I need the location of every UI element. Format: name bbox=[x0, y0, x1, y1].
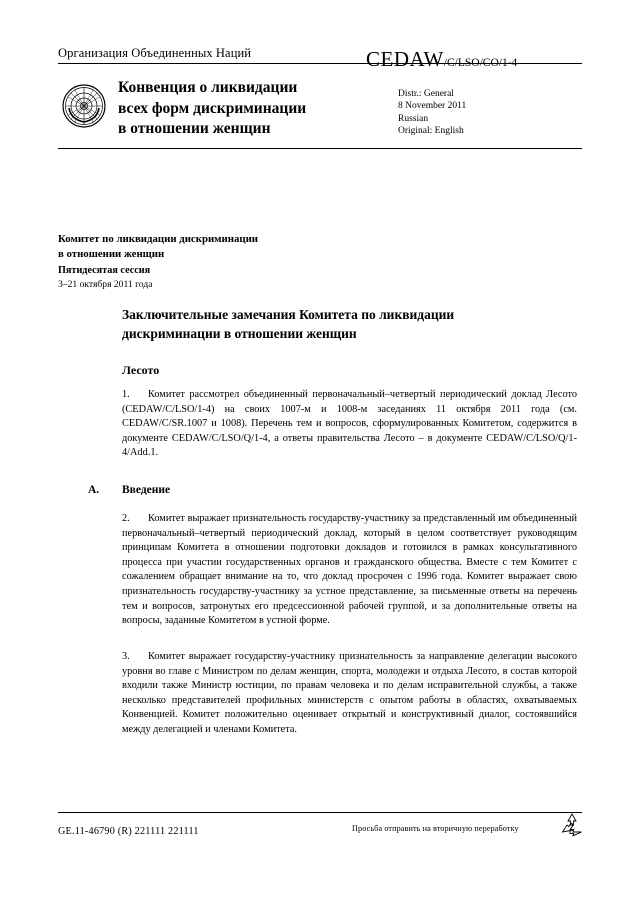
committee-name-line-2: в отношении женщин bbox=[58, 247, 165, 260]
organization-name: Организация Объединенных Наций bbox=[58, 46, 252, 60]
footer-recycle-note: Просьба отправить на вторичную переработку bbox=[352, 824, 519, 833]
distr-line-3: Russian bbox=[398, 113, 429, 124]
convention-title-line-3: в отношении женщин bbox=[118, 120, 271, 137]
committee-session: Пятидесятая сессия bbox=[58, 265, 151, 276]
document-symbol-main: CEDAW bbox=[366, 47, 444, 71]
page-title bbox=[122, 305, 577, 343]
convention-title-line-1: Конвенция о ликвидации bbox=[118, 79, 298, 96]
distr-line-2: 8 November 2011 bbox=[398, 101, 467, 112]
page-title-line-2: дискриминации в отношении женщин bbox=[122, 326, 357, 341]
paragraph-1-text: Комитет рассмотрел объединенный первоначальный–четвертый периодический доклад Лесото (CEDAW/C/LSO/1-4) на своих 1007-м и 1008-м заседаниях 11 октября 2011 года (см. CEDAW/C/SR.1007 и 1008). Перечень тем и вопросов, сформулированных Комитетом, содержится в документе CEDAW/C/LSO/Q/1-4, а ответы правительства Лесото – в документе CEDAW/C/LSO/Q/1-4/Add.1. bbox=[122, 389, 577, 459]
footer-divider bbox=[58, 812, 582, 813]
paragraph-3-text: Комитет выражает государству-участнику признательность за направление делегации высокого уровня во главе с Министром по делам женщин, спорта, молодежи и отдыха Лесото, в состав которой входили также Министр юстиции, по правам человека и по делам исправительной службы, а также несколько представителей профильных министерств с опытом работы в областях, охватываемых Конвенцией. Комитет положительно оценивает открытый и конструктивный диалог, состоявшийся между делегацией и членами Комитета. bbox=[122, 651, 577, 735]
paragraph-2-text: Комитет выражает признательность государству-участнику за представленный им объединенный первоначальный–четвертый периодический доклад, который в целом соответствует руководящим принципам Комитета в отношении подготовки докладов и готовился в рамках консультативного процесса при участии государственных органов и гражданского общества. Вместе с тем Комитет с сожалением обращает внимание на то, что доклад просрочен с 1996 года. Комитет выражает свою признательность государству-участнику за устное представление, за письменные ответы на перечень тем и вопросов, затронутых его предсессионной рабочей группой, и за дополнительные ответы на вопросы, заданные Комитетом в устной форме. bbox=[122, 513, 577, 627]
committee-block bbox=[58, 232, 458, 291]
convention-title bbox=[118, 78, 368, 140]
committee-dates: 3–21 октября 2011 года bbox=[58, 279, 153, 290]
paragraph-2-number: 2. bbox=[122, 513, 130, 524]
paragraph-1 bbox=[122, 388, 577, 461]
country-heading: Лесото bbox=[122, 363, 160, 377]
header-divider-bottom bbox=[58, 148, 582, 149]
document-symbol bbox=[366, 47, 586, 72]
recycle-icon bbox=[560, 812, 584, 838]
paragraph-3 bbox=[122, 650, 577, 738]
distr-line-1: Distr.: General bbox=[398, 89, 454, 99]
distribution-info bbox=[398, 88, 466, 138]
document-symbol-suffix: /C/LSO/CO/1-4 bbox=[443, 57, 518, 69]
paragraph-1-number: 1. bbox=[122, 389, 130, 400]
paragraph-3-number: 3. bbox=[122, 651, 130, 662]
convention-title-line-2: всех форм дискриминации bbox=[118, 99, 307, 117]
distr-line-4: Original: English bbox=[398, 126, 464, 137]
section-a-title: Введение bbox=[122, 484, 171, 496]
committee-name-line-1: Комитет по ликвидации дискриминации bbox=[58, 233, 259, 245]
section-a-letter: A. bbox=[88, 484, 100, 496]
un-emblem bbox=[62, 84, 106, 128]
paragraph-2 bbox=[122, 512, 577, 629]
footer-job-number: GE.11-46790 (R) 221111 221111 bbox=[58, 826, 199, 837]
page-title-line-1: Заключительные замечания Комитета по ликвидации bbox=[122, 307, 455, 322]
